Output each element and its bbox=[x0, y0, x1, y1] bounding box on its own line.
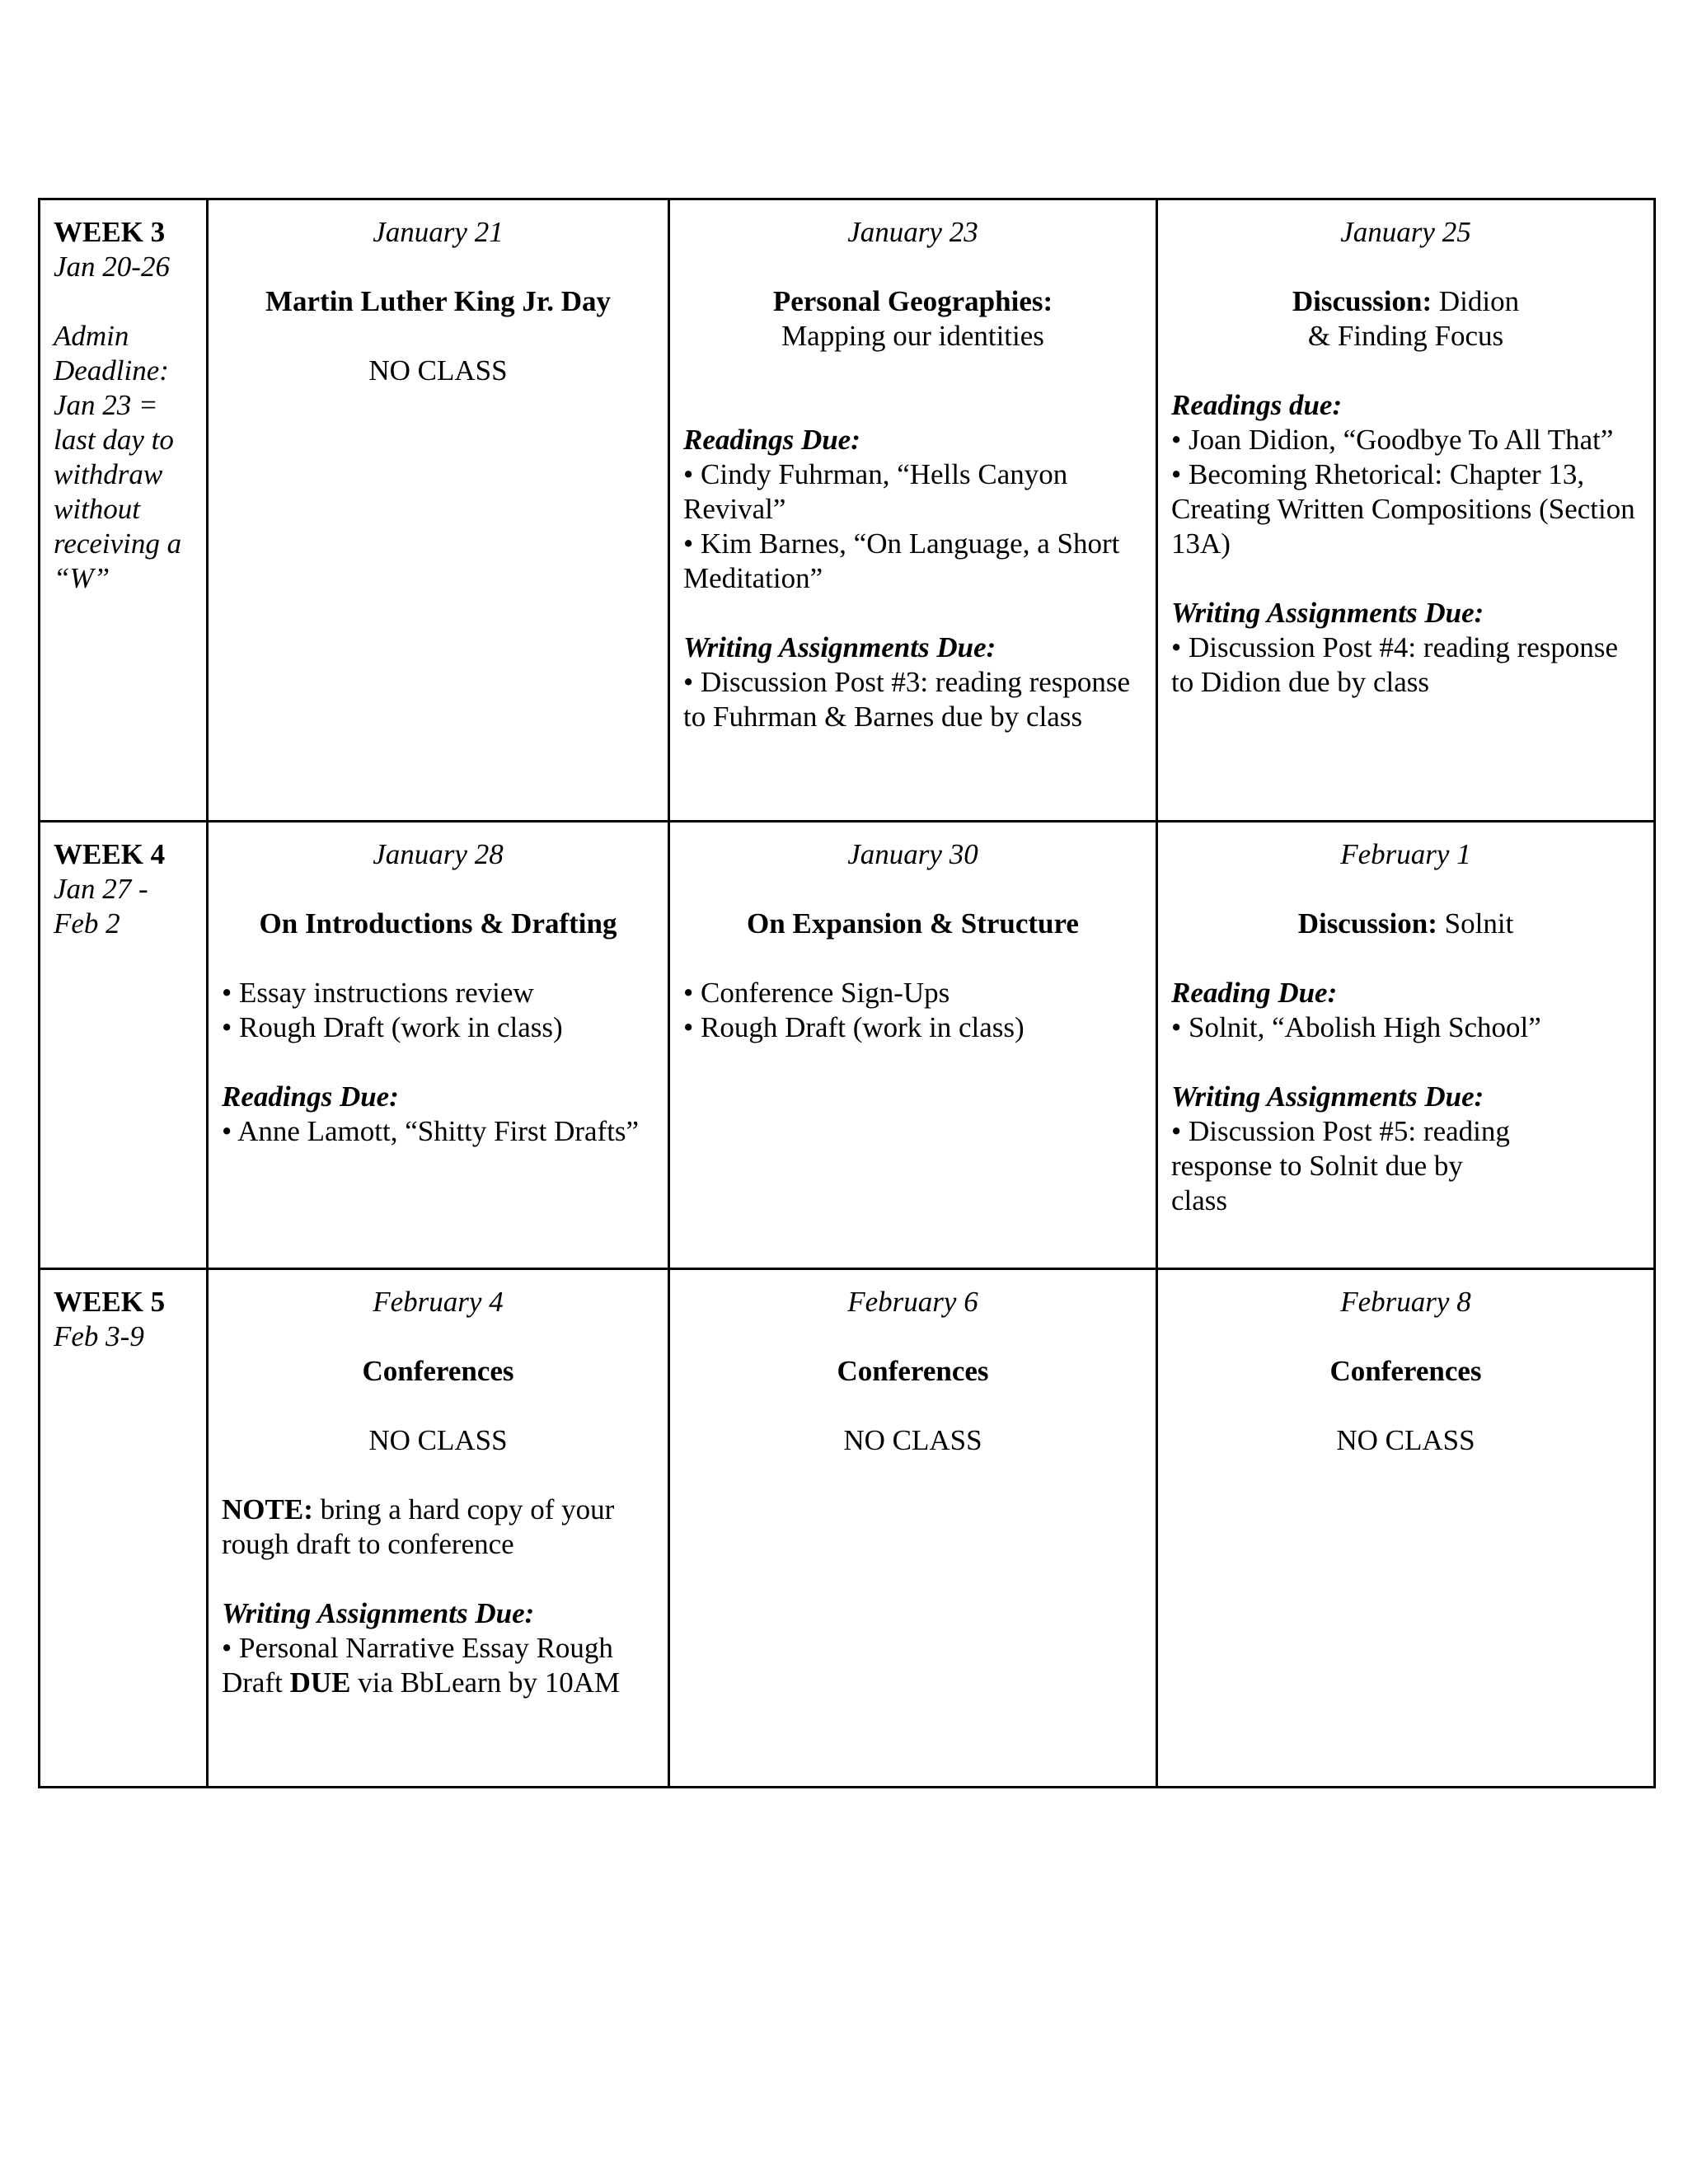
agenda-item: • Conference Sign-Ups bbox=[683, 977, 950, 1009]
week-label: WEEK 3 bbox=[54, 216, 166, 248]
readings-heading: Readings Due: bbox=[683, 424, 860, 456]
readings-heading: Readings Due: bbox=[222, 1080, 399, 1113]
day-date: February 8 bbox=[1340, 1286, 1471, 1318]
writing-heading: Writing Assignments Due: bbox=[683, 631, 996, 663]
writing-heading: Writing Assignments Due: bbox=[222, 1597, 535, 1629]
readings-heading: Reading Due: bbox=[1171, 977, 1338, 1009]
day-cell bbox=[208, 199, 669, 822]
day-date: January 25 bbox=[1340, 216, 1471, 248]
day-title: Conferences bbox=[837, 1355, 989, 1387]
writing-item: • Discussion Post #4: reading response to Didion due by class bbox=[1171, 631, 1619, 698]
note-text: bring a hard copy of your rough draft to conference bbox=[222, 1493, 615, 1560]
week-row bbox=[40, 822, 1655, 1269]
note-label: NOTE: bbox=[222, 1493, 313, 1526]
writing-item-due: DUE bbox=[289, 1666, 351, 1699]
day-title: Martin Luther King Jr. Day bbox=[265, 285, 612, 317]
conference-note bbox=[222, 1493, 654, 1562]
week-label: WEEK 5 bbox=[54, 1286, 166, 1318]
day-cell bbox=[669, 822, 1157, 1269]
day-date: January 28 bbox=[373, 838, 504, 870]
day-status: NO CLASS bbox=[368, 354, 508, 387]
reading-item: • Solnit, “Abolish High School” bbox=[1171, 1011, 1541, 1043]
writing-item-post: via BbLearn by 10AM bbox=[350, 1666, 621, 1699]
reading-item: • Joan Didion, “Goodbye To All That” bbox=[1171, 424, 1614, 456]
day-title: Conferences bbox=[1329, 1355, 1482, 1387]
day-date: January 30 bbox=[847, 838, 978, 870]
day-cell bbox=[669, 199, 1157, 822]
readings-heading: Readings due: bbox=[1171, 389, 1343, 421]
day-title-bold: Discussion: bbox=[1292, 285, 1432, 317]
reading-item: • Anne Lamott, “Shitty First Drafts” bbox=[222, 1115, 640, 1147]
week-range: Jan 20-26 bbox=[54, 251, 170, 283]
agenda-item: • Rough Draft (work in class) bbox=[683, 1011, 1025, 1043]
day-date: February 4 bbox=[373, 1286, 504, 1318]
day-cell bbox=[208, 822, 669, 1269]
week-cell bbox=[40, 199, 208, 822]
week-cell bbox=[40, 822, 208, 1269]
day-title-rest: Didion bbox=[1432, 285, 1520, 317]
day-date: January 21 bbox=[373, 216, 504, 248]
day-title: Conferences bbox=[362, 1355, 514, 1387]
writing-heading: Writing Assignments Due: bbox=[1171, 597, 1484, 629]
day-cell bbox=[208, 1269, 669, 1788]
agenda-item: • Essay instructions review bbox=[222, 977, 534, 1009]
day-cell bbox=[669, 1269, 1157, 1788]
week-row bbox=[40, 199, 1655, 822]
day-title-bold: Discussion: bbox=[1297, 907, 1437, 940]
writing-item: • Discussion Post #5: reading response to Solnit due by class bbox=[1171, 1115, 1510, 1216]
day-subtitle: Mapping our identities bbox=[781, 320, 1044, 352]
day-cell bbox=[1157, 822, 1655, 1269]
day-cell bbox=[1157, 1269, 1655, 1788]
writing-item bbox=[222, 1631, 654, 1700]
day-date: February 6 bbox=[847, 1286, 978, 1318]
week-range: Jan 27 - Feb 2 bbox=[54, 873, 148, 940]
week-range: Feb 3-9 bbox=[54, 1320, 144, 1352]
day-title: On Introductions & Drafting bbox=[259, 907, 617, 940]
agenda-item: • Rough Draft (work in class) bbox=[222, 1011, 563, 1043]
day-title: Personal Geographies: bbox=[772, 285, 1053, 317]
day-title bbox=[1171, 284, 1640, 319]
writing-item: • Discussion Post #3: reading response to Fuhrman & Barnes due by class bbox=[683, 666, 1131, 733]
writing-heading: Writing Assignments Due: bbox=[1171, 1080, 1484, 1113]
week-label: WEEK 4 bbox=[54, 838, 166, 870]
day-cell bbox=[1157, 199, 1655, 822]
reading-item: • Becoming Rhetorical: Chapter 13, Creating Written Compositions (Section 13A) bbox=[1171, 458, 1635, 560]
day-title: On Expansion & Structure bbox=[747, 907, 1079, 940]
day-status: NO CLASS bbox=[368, 1424, 508, 1456]
day-date: January 23 bbox=[847, 216, 978, 248]
admin-deadline-note: Admin Deadline: Jan 23 = last day to withdraw without receiving a “W” bbox=[54, 320, 182, 594]
reading-item: • Cindy Fuhrman, “Hells Canyon Revival” bbox=[683, 458, 1068, 525]
day-title-rest: Solnit bbox=[1437, 907, 1514, 940]
week-row bbox=[40, 1269, 1655, 1788]
reading-item: • Kim Barnes, “On Language, a Short Meditation” bbox=[683, 527, 1120, 594]
writing-item-pre: • Personal Narrative Essay Rough Draft bbox=[222, 1632, 613, 1699]
day-title bbox=[1171, 907, 1640, 941]
day-status: NO CLASS bbox=[1336, 1424, 1475, 1456]
day-date: February 1 bbox=[1340, 838, 1471, 870]
day-status: NO CLASS bbox=[843, 1424, 982, 1456]
day-subtitle: & Finding Focus bbox=[1307, 320, 1504, 352]
schedule-table bbox=[38, 198, 1656, 1788]
week-cell bbox=[40, 1269, 208, 1788]
